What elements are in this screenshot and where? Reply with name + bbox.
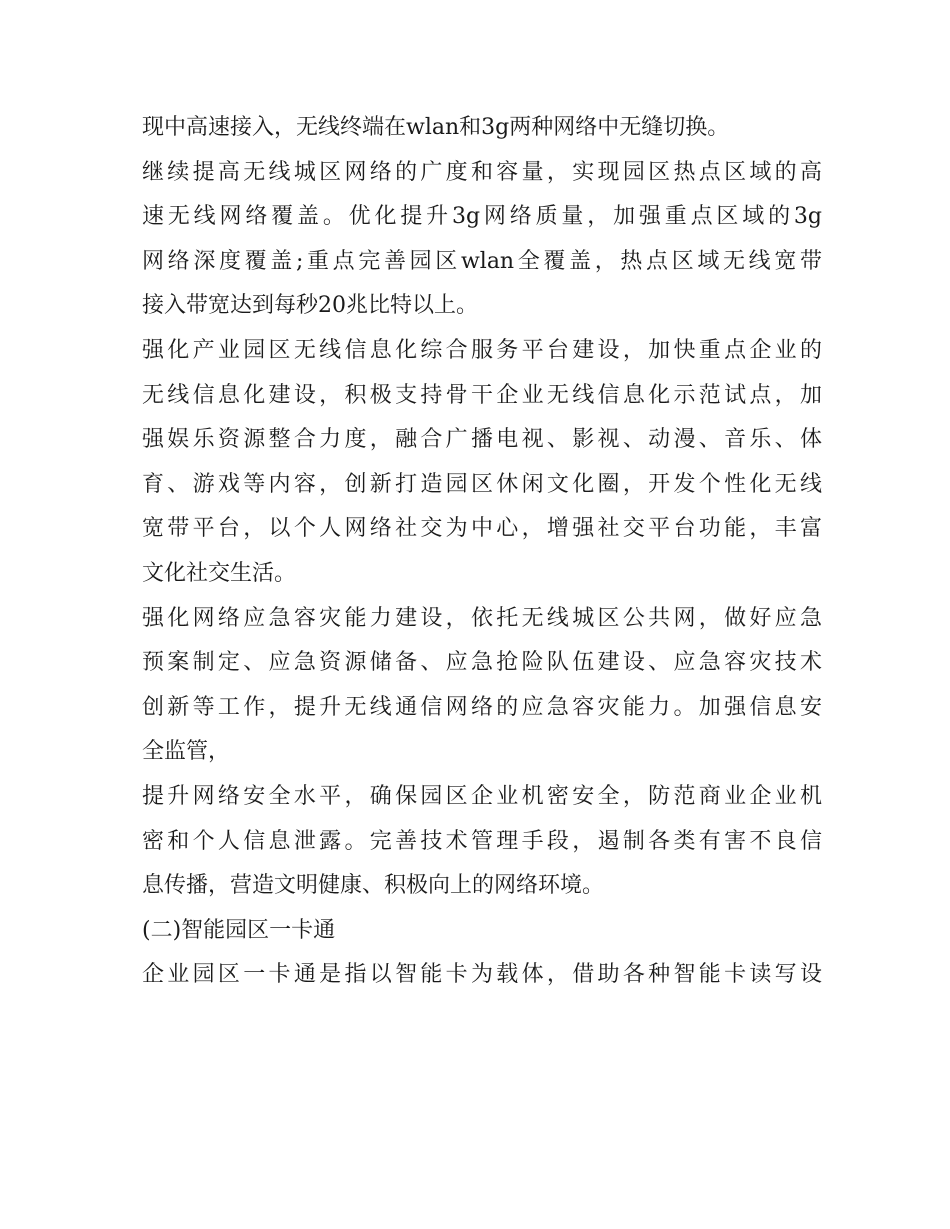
heading-text: (二)智能园区一卡通 <box>142 917 336 943</box>
paragraph-5 <box>142 775 822 909</box>
text-line: 预案制定、应急资源储备、应急抢险队伍建设、应急容灾技术 <box>142 650 822 676</box>
paragraph-7 <box>142 953 822 998</box>
text-line: 现中高速接入，无线终端在wlan和3g两种网络中无缝切换。 <box>142 115 730 140</box>
text-line: 宽带平台，以个人网络社交为中心，增强社交平台功能，丰富 <box>142 516 822 542</box>
paragraph-1 <box>142 106 822 151</box>
section-heading <box>142 909 822 954</box>
text-line: 密和个人信息泄露。完善技术管理手段，遏制各类有害不良信 <box>142 828 822 854</box>
text-line: 强娱乐资源整合力度，融合广播电视、影视、动漫、音乐、体 <box>142 427 822 453</box>
text-line: 企业园区一卡通是指以智能卡为载体，借助各种智能卡读写设 <box>142 962 822 988</box>
text-line: 强化产业园区无线信息化综合服务平台建设，加快重点企业的 <box>142 337 822 363</box>
text-line: 强化网络应急容灾能力建设，依托无线城区公共网，做好应急 <box>142 605 822 631</box>
text-line: 文化社交生活。 <box>142 560 297 586</box>
text-line: 网络深度覆盖;重点完善园区wlan全覆盖，热点区域无线宽带 <box>142 248 822 274</box>
paragraph-3 <box>142 329 822 597</box>
text-line: 速无线网络覆盖。优化提升3g网络质量，加强重点区域的3g <box>142 204 822 230</box>
text-line: 无线信息化建设，积极支持骨干企业无线信息化示范试点，加 <box>142 382 822 408</box>
text-line: 全监管， <box>142 739 231 765</box>
text-line: 接入带宽达到每秒20兆比特以上。 <box>142 293 478 319</box>
text-line: 息传播，营造文明健康、积极向上的网络环境。 <box>142 873 605 899</box>
paragraph-4 <box>142 597 822 775</box>
text-line: 育、游戏等内容，创新打造园区休闲文化圈，开发个性化无线 <box>142 471 822 497</box>
document-body <box>142 106 822 998</box>
text-line: 继续提高无线城区网络的广度和容量，实现园区热点区域的高 <box>142 159 822 185</box>
paragraph-2 <box>142 151 822 329</box>
text-line: 提升网络安全水平，确保园区企业机密安全，防范商业企业机 <box>142 783 822 809</box>
text-line: 创新等工作，提升无线通信网络的应急容灾能力。加强信息安 <box>142 694 822 720</box>
